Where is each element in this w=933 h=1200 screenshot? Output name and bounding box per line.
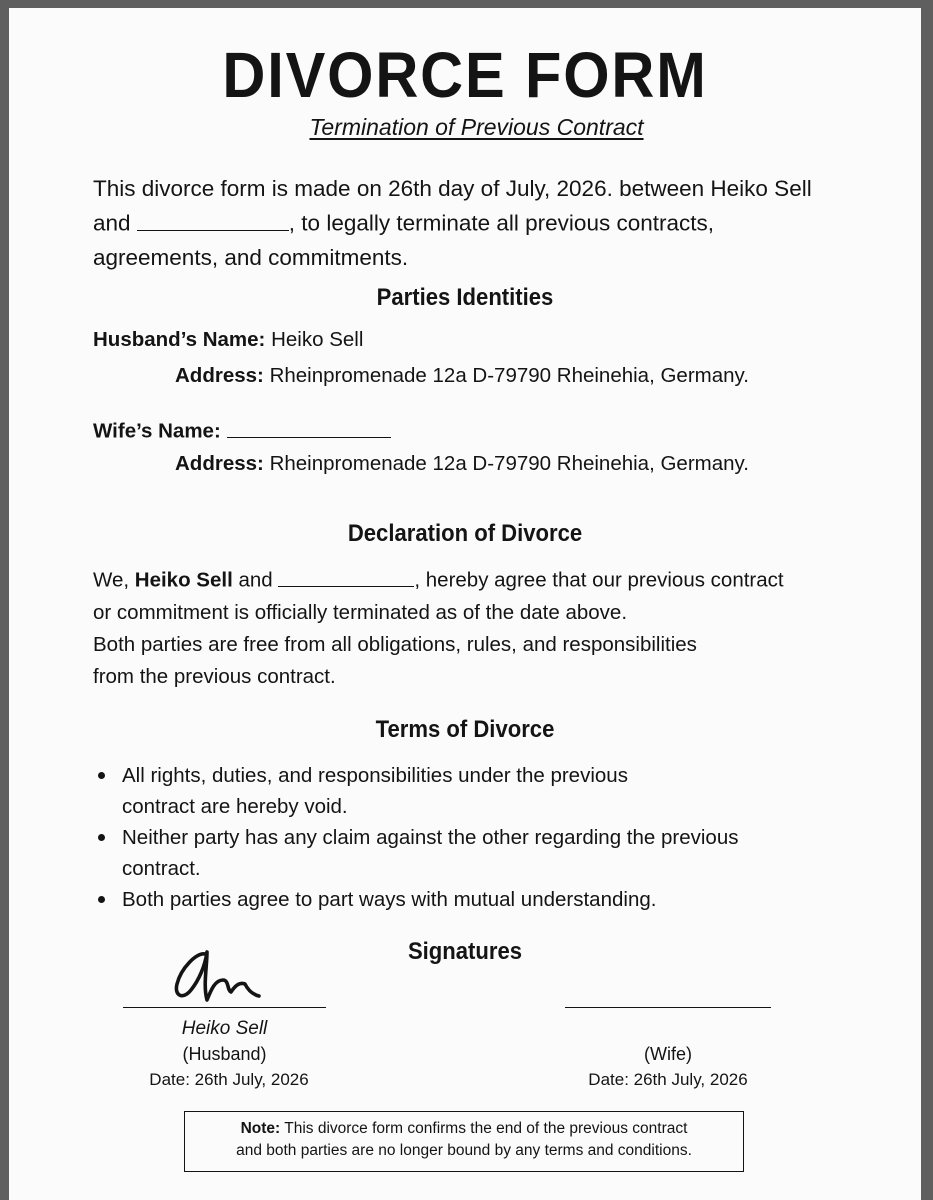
intro-text-1: This divorce form is made on 26th day of July, 2026. between Heiko Sell and bbox=[93, 176, 812, 236]
declaration-line-2: or commitment is officially terminated as of the date above. bbox=[93, 600, 628, 624]
document-subtitle: Termination of Previous Contract bbox=[309, 114, 644, 140]
note-box bbox=[184, 1111, 744, 1172]
intro-text-2: , to legally terminate all previous contracts, agreements, and commitments. bbox=[93, 210, 714, 270]
wife-role: (Wife) bbox=[644, 1044, 692, 1064]
husband-signature-line bbox=[123, 1007, 326, 1008]
husband-name-value: Heiko Sell bbox=[271, 328, 364, 351]
wife-address-row bbox=[175, 452, 749, 476]
declaration-paragraph bbox=[93, 564, 813, 693]
list-item: Both parties agree to part ways with mutual understanding. bbox=[93, 884, 813, 915]
note-line-2: and both parties are no longer bound by any terms and conditions. bbox=[236, 1142, 692, 1159]
husband-address-row bbox=[175, 364, 749, 388]
wife-address-value: Rheinpromenade 12a D-79790 Rheinehia, Germany. bbox=[269, 452, 749, 475]
wife-name-blank-declaration[interactable] bbox=[278, 564, 414, 587]
intro-paragraph bbox=[93, 172, 833, 275]
list-item: All rights, duties, and responsibilities under the previous contract are hereby void. bbox=[93, 760, 702, 822]
husband-signature bbox=[167, 938, 267, 1010]
note-line-1: Note: This divorce form confirms the end of the previous contract bbox=[240, 1120, 688, 1137]
declaration-husband-name: Heiko Sell bbox=[134, 568, 233, 592]
note-label: Note: bbox=[240, 1120, 281, 1137]
wife-name-row bbox=[93, 415, 391, 444]
wife-address-label: Address: bbox=[175, 452, 264, 475]
terms-heading: Terms of Divorce bbox=[375, 716, 555, 743]
wife-date: Date: 26th July, 2026 bbox=[588, 1070, 748, 1089]
husband-address-label: Address: bbox=[175, 364, 264, 387]
wife-signature-line[interactable] bbox=[565, 1007, 771, 1008]
declaration-heading: Declaration of Divorce bbox=[347, 520, 583, 547]
declaration-line-4: from the previous contract. bbox=[93, 664, 336, 688]
wife-name-blank-intro[interactable] bbox=[137, 206, 289, 231]
husband-name-label: Husband’s Name: bbox=[93, 328, 266, 351]
wife-name-label: Wife’s Name: bbox=[93, 419, 221, 443]
husband-role: (Husband) bbox=[182, 1044, 267, 1064]
document-page bbox=[9, 8, 921, 1200]
declaration-line-3: Both parties are free from all obligations, rules, and responsibilities bbox=[93, 632, 697, 656]
bullet-icon bbox=[98, 772, 105, 779]
husband-address-value: Rheinpromenade 12a D-79790 Rheinehia, Germany. bbox=[269, 364, 749, 387]
husband-name-row bbox=[93, 328, 363, 352]
bullet-icon bbox=[98, 834, 105, 841]
bullet-icon bbox=[98, 896, 105, 903]
wife-name-blank[interactable] bbox=[227, 415, 391, 438]
terms-list bbox=[93, 760, 813, 915]
declaration-line-1: We, Heiko Sell and , hereby agree that our previous contract bbox=[93, 564, 813, 597]
list-item: Neither party has any claim against the other regarding the previous contract. bbox=[93, 822, 742, 884]
document-title: DIVORCE FORM bbox=[222, 39, 708, 111]
signatures-heading: Signatures bbox=[407, 938, 523, 965]
parties-heading: Parties Identities bbox=[376, 284, 554, 311]
husband-signature-name: Heiko Sell bbox=[181, 1018, 268, 1039]
husband-date: Date: 26th July, 2026 bbox=[149, 1070, 309, 1089]
